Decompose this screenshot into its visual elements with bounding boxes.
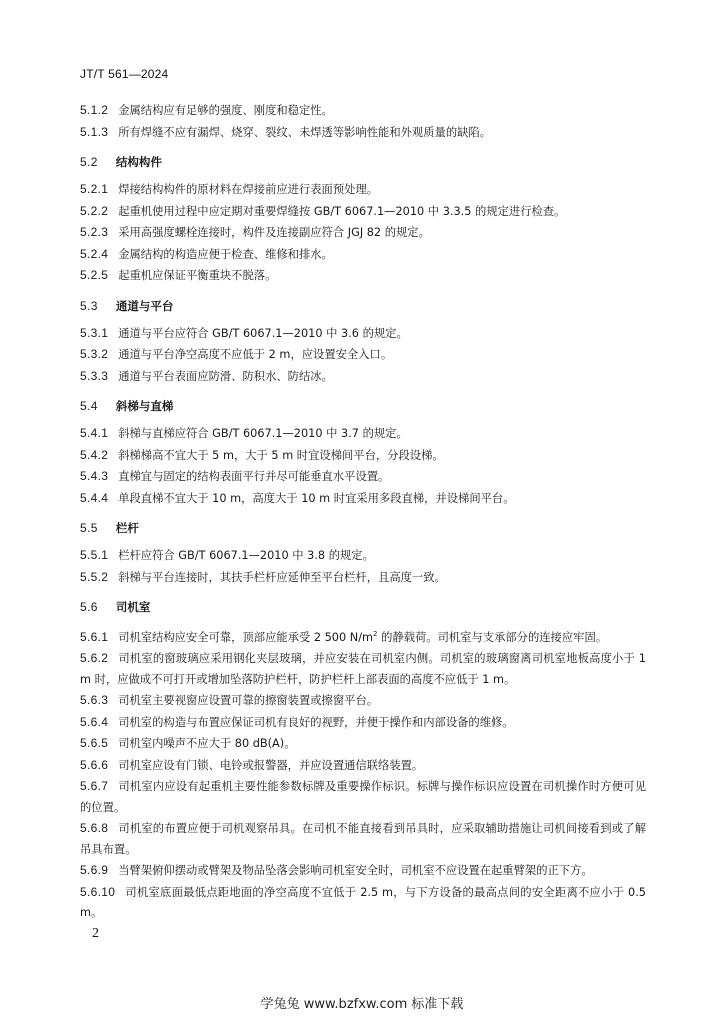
clause-number: 5.2.5 [80, 268, 109, 282]
clause-number: 5.6.3 [80, 693, 109, 708]
clause-text: 司机室应设有门锁、电铃或报警器，并应设置通信联络装置。 [118, 758, 424, 772]
clause-text: 金属结构的构造应便于检查、维修和排水。 [118, 247, 333, 261]
clause-text: 金属结构应有足够的强度、刚度和稳定性。 [118, 104, 333, 117]
clause-number: 5.5.1 [80, 548, 109, 562]
clause-item [80, 712, 646, 734]
clause-text: 起重机应保证平衡重块不脱落。 [118, 269, 277, 282]
section-number: 5.5 [80, 521, 98, 535]
clause-item [80, 860, 646, 882]
clause-text: 通道与平台应符合 GB/T 6067.1—2010 中 3.6 的规定。 [118, 326, 408, 340]
clause-number: 5.2.3 [80, 225, 109, 239]
clause-text: 单段直梯不宜大于 10 m，高度大于 10 m 时宜采用多段直梯，并设梯间平台。 [118, 491, 515, 505]
clause-item [80, 244, 646, 266]
clause-item [80, 366, 646, 388]
clause-item [80, 488, 646, 510]
clause-item [80, 567, 646, 589]
clause-text: 司机室的构造与布置应保证司机有良好的视野，并便于操作和内部设备的维修。 [118, 715, 514, 729]
clause-number: 5.4.4 [80, 490, 109, 505]
document-body [80, 100, 646, 924]
section-title: 斜梯与直梯 [115, 399, 174, 413]
clause-number: 5.1.3 [80, 124, 109, 139]
clause-number: 5.4.3 [80, 469, 109, 483]
clause-number: 5.6.6 [80, 757, 109, 772]
clause-text: 当臂架俯仰摆动或臂架及物品坠落会影响司机室安全时，司机室不应设置在起重臂架的正下方。 [118, 864, 593, 878]
section-number: 5.3 [80, 298, 98, 313]
clause-number: 5.2.1 [80, 182, 109, 196]
clause-number: 5.6.4 [80, 714, 109, 729]
clause-number: 5.6.5 [80, 736, 109, 751]
clause-text: 采用高强度螺栓连接时，构件及连接副应符合 JGJ 82 的规定。 [118, 226, 430, 239]
clause-item [80, 690, 646, 712]
clause-text: 司机室内噪声不应大于 80 dB(A)。 [118, 737, 296, 751]
section-title: 司机室 [115, 600, 151, 614]
clause-text: 通道与平台净空高度不应低于 2 m，应设置安全入口。 [118, 348, 393, 361]
section-title: 通道与平台 [115, 298, 174, 313]
clause-item [80, 882, 646, 924]
clause-item [80, 344, 646, 366]
section-heading [80, 152, 646, 172]
clause-number: 5.1.2 [80, 103, 109, 117]
clause-item [80, 100, 646, 122]
clause-number: 5.4.1 [80, 426, 109, 440]
clause-item [80, 423, 646, 445]
clause-text: 斜梯与直梯应符合 GB/T 6067.1—2010 中 3.7 的规定。 [118, 427, 408, 440]
clause-text: 司机室的布置应便于司机观察吊具。在司机不能直接看到吊具时，应采取辅助措施让司机间接看到或了解吊具布置。 [80, 822, 646, 856]
clause-item [80, 466, 646, 488]
clause-text: 司机室内应设有起重机主要性能参数标牌及重要操作标识。标牌与操作标识应设置在司机操作时方便可见的位置。 [80, 780, 646, 814]
section-heading [80, 597, 646, 617]
standard-code-header: JT/T 561—2024 [80, 67, 169, 81]
section-number: 5.6 [80, 600, 98, 614]
clause-number: 5.5.2 [80, 569, 109, 584]
section-title: 栏杆 [115, 521, 139, 535]
clause-item [80, 818, 646, 860]
clause-number: 5.6.7 [80, 779, 109, 794]
section-heading [80, 296, 646, 316]
clause-text: 所有焊缝不应有漏焊、烧穿、裂纹、未焊透等影响性能和外观质量的缺陷。 [118, 125, 492, 139]
section-heading [80, 396, 646, 416]
clause-text: 斜梯梯高不宜大于 5 m，大于 5 m 时宜设梯间平台，分段设梯。 [118, 448, 444, 462]
clause-number: 5.6.1 [80, 629, 109, 644]
clause-number: 5.2.4 [80, 246, 109, 261]
clause-text: 起重机使用过程中应定期对重要焊缝按 GB/T 6067.1—2010 中 3.3.5 的规定进行检查。 [118, 204, 566, 218]
clause-item [80, 545, 646, 567]
clause-item [80, 179, 646, 201]
clause-item [80, 733, 646, 755]
clause-text: 斜梯与平台连接时，其扶手栏杆应延伸至平台栏杆，且高度一致。 [118, 570, 446, 584]
clause-item [80, 624, 646, 648]
clause-item [80, 648, 646, 690]
clause-text: 通道与平台表面应防滑、防积水、防结冰。 [118, 369, 333, 383]
clause-item [80, 445, 646, 467]
section-title: 结构构件 [115, 155, 162, 169]
clause-number: 5.6.8 [80, 821, 109, 836]
clause-text: 司机室结构应安全可靠，顶部应能承受 2 500 $N/m^2$ 的静载荷。司机室与支承部分的连接应牢固。 [118, 630, 608, 644]
clause-text: 司机室的窗玻璃应采用钢化夹层玻璃，并应安装在司机室内侧。司机室的玻璃窗离司机室地板高度小于 1 m 时，应做成不可打开或增加坠落防护栏杆，防护栏杆上部表面的高度不应低于 1 m。 [80, 652, 646, 686]
clause-text: 焊接结构构件的原材料在焊接前应进行表面预处理。 [118, 183, 379, 196]
clause-number: 5.2.2 [80, 203, 109, 218]
clause-item [80, 776, 646, 818]
clause-number: 5.3.2 [80, 347, 109, 361]
clause-number: 5.6.2 [80, 651, 109, 666]
clause-text: 直梯宜与固定的结构表面平行并尽可能垂直水平设置。 [118, 470, 390, 483]
watermark-footer: 学兔兔 www.bzfxw.com 标准下载 [260, 997, 464, 1012]
clause-number: 5.3.3 [80, 368, 109, 383]
clause-item [80, 122, 646, 144]
clause-number: 5.6.9 [80, 863, 109, 878]
clause-number: 5.6.10 [80, 884, 116, 899]
clause-text: 栏杆应符合 GB/T 6067.1—2010 中 3.8 的规定。 [118, 549, 374, 562]
clause-number: 5.4.2 [80, 447, 109, 462]
section-number: 5.4 [80, 399, 98, 413]
clause-number: 5.3.1 [80, 325, 109, 340]
clause-item [80, 755, 646, 777]
page-number: 2 [92, 926, 99, 941]
section-number: 5.2 [80, 155, 98, 169]
clause-item [80, 201, 646, 223]
clause-text: 司机室底面最低点距地面的净空高度不宜低于 2.5 m，与下方设备的最高点间的安全距离不应小于 0.5 m。 [80, 885, 646, 920]
clause-item [80, 222, 646, 244]
clause-item [80, 265, 646, 287]
section-heading [80, 518, 646, 538]
clause-text: 司机室主要视窗应设置可靠的擦窗装置或擦窗平台。 [118, 694, 379, 708]
clause-item [80, 323, 646, 345]
